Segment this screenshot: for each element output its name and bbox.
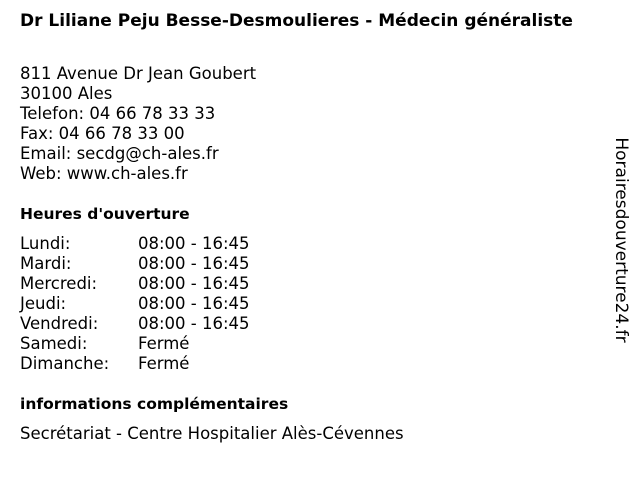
opening-hours-list [20,234,278,374]
address-city: 30100 Ales [20,84,113,103]
hours-heading: Heures d'ouverture [20,205,190,223]
extra-info-heading: informations complémentaires [20,395,289,413]
hours-row-thursday [20,294,278,314]
day-label: Mercredi: [20,274,98,293]
hours-row-tuesday [20,254,278,274]
hours-row-saturday [20,334,278,354]
day-label: Lundi: [20,234,71,253]
website: Web: www.ch-ales.fr [20,164,188,183]
day-label: Dimanche: [20,354,110,373]
phone-number: Telefon: 04 66 78 33 33 [20,104,216,123]
page-title: Dr Liliane Peju Besse-Desmoulieres - Médecin généraliste [20,11,573,31]
time-value: 08:00 - 16:45 [138,254,250,273]
hours-row-sunday [20,354,278,374]
hours-row-monday [20,234,278,254]
site-watermark: Horairesdouverture24.fr [611,137,631,343]
time-value: 08:00 - 16:45 [138,274,250,293]
time-value: 08:00 - 16:45 [138,314,250,333]
hours-row-friday [20,314,278,334]
day-label: Vendredi: [20,314,99,333]
extra-info-text: Secrétariat - Centre Hospitalier Alès-Cévennes [20,424,404,443]
time-value: Fermé [138,354,190,373]
email-address: Email: secdg@ch-ales.fr [20,144,219,163]
time-value: Fermé [138,334,190,353]
hours-row-wednesday [20,274,278,294]
fax-number: Fax: 04 66 78 33 00 [20,124,185,143]
contact-block [20,64,256,184]
day-label: Mardi: [20,254,72,273]
time-value: 08:00 - 16:45 [138,294,250,313]
time-value: 08:00 - 16:45 [138,234,250,253]
day-label: Samedi: [20,334,88,353]
day-label: Jeudi: [20,294,67,313]
address-street: 811 Avenue Dr Jean Goubert [20,64,257,83]
